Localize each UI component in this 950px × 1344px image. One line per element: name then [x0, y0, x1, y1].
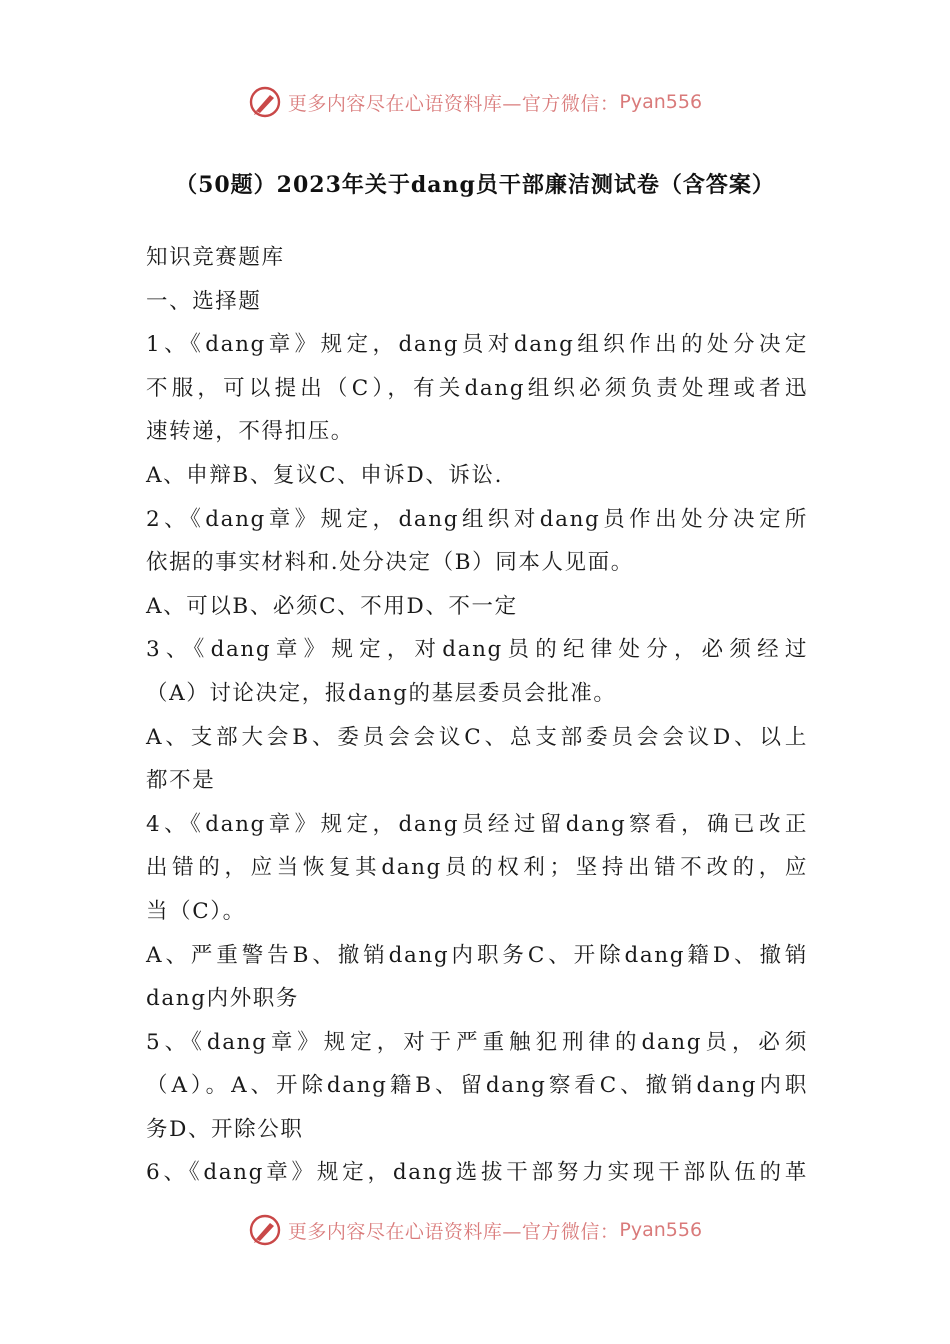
text-line: 速转递，不得扣压。: [146, 419, 354, 445]
text-line: A、申辩B、复议C、申诉D、诉讼.: [146, 462, 504, 488]
text-line: A、支部大会B、委员会会议C、总支部委员会会议D、以上: [146, 724, 808, 750]
text-line: 依据的事实材料和.处分决定（B）同本人见面。: [146, 550, 634, 576]
text-line: 知识竞赛题库: [146, 245, 285, 270]
text-line: 5、《dang章》规定，对于严重触犯刑律的dang员，必须: [146, 1029, 808, 1055]
text-line: A、严重警告B、撤销dang内职务C、开除dang籍D、撤销: [146, 942, 808, 968]
text-line: 6、《dang章》规定，dang选拔干部努力实现干部队伍的革: [146, 1160, 808, 1186]
pen-logo-icon: [248, 85, 282, 119]
text-line: A、可以B、必须C、不用D、不一定: [146, 593, 518, 619]
header-watermark: [0, 82, 950, 122]
text-line: 一、选择题: [146, 288, 262, 314]
text-line: 当（C）。: [146, 898, 246, 924]
text-line: 都不是: [146, 768, 216, 794]
pen-logo-icon: [248, 1213, 282, 1247]
document-body: [146, 236, 808, 1195]
watermark-text: 更多内容尽在心语资料库—官方微信：: [287, 1220, 620, 1243]
text-line: 不服，可以提出（C），有关dang组织必须负责处理或者迅: [146, 375, 808, 401]
text-line: （A）讨论决定，报dang的基层委员会批准。: [146, 680, 617, 706]
watermark-wechat-id: Pyan556: [619, 1219, 703, 1241]
watermark-text: 更多内容尽在心语资料库—官方微信：: [287, 92, 620, 115]
text-line: 3、《dang章》规定，对dang员的纪律处分，必须经过: [146, 637, 808, 663]
text-line: 务D、开除公职: [146, 1116, 304, 1142]
document-title: （50题）2023年关于dang员干部廉洁测试卷（含答案）: [175, 172, 775, 198]
text-line: 4、《dang章》规定，dang员经过留dang察看，确已改正: [146, 811, 808, 837]
text-line: 出错的，应当恢复其dang员的权利；坚持出错不改的，应: [146, 855, 808, 881]
text-line: （A）。A、开除dang籍B、留dang察看C、撤销dang内职: [146, 1073, 808, 1099]
text-line: 1、《dang章》规定，dang员对dang组织作出的处分决定: [146, 332, 808, 358]
text-line: 2、《dang章》规定，dang组织对dang员作出处分决定所: [146, 506, 808, 532]
watermark-wechat-id: Pyan556: [619, 91, 703, 113]
footer-watermark: [0, 1210, 950, 1250]
text-line: dang内外职务: [146, 986, 299, 1012]
